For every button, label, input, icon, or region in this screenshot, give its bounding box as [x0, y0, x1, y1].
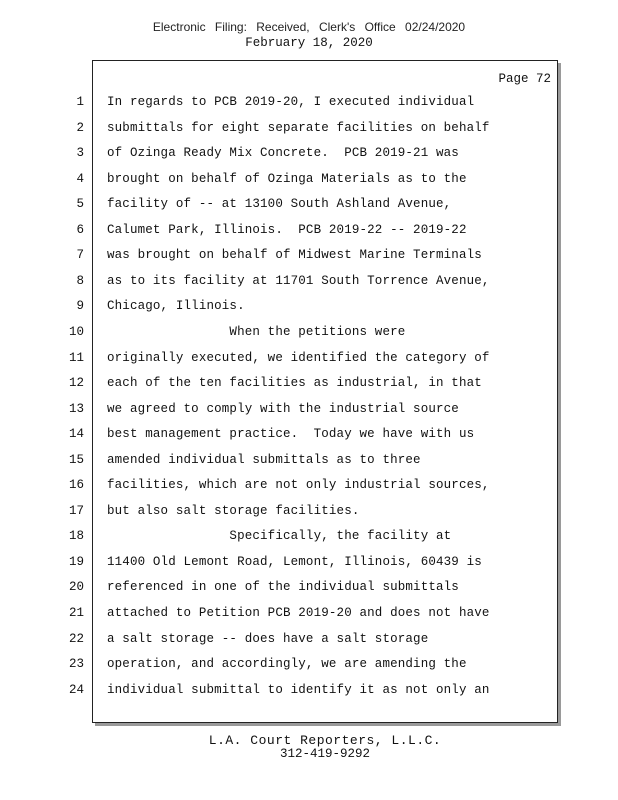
transcript-line: attached to Petition PCB 2019-20 and does not have [107, 606, 490, 620]
transcript-line: of Ozinga Ready Mix Concrete. PCB 2019-21 was [107, 146, 459, 160]
transcript-line: a salt storage -- does have a salt storage [107, 632, 429, 646]
line-number: 20 [68, 580, 84, 594]
transcript-line: as to its facility at 11701 South Torrence Avenue, [107, 274, 490, 288]
line-number: 7 [76, 248, 84, 262]
line-number: 21 [68, 606, 84, 620]
transcript-line: Chicago, Illinois. [107, 299, 245, 313]
transcript-line: amended individual submittals as to three [107, 453, 421, 467]
reporter-phone: 312-419-9292 [279, 747, 370, 761]
transcript-line: 11400 Old Lemont Road, Lemont, Illinois, 60439 is [107, 555, 482, 569]
line-number: 3 [76, 146, 84, 160]
line-number: 11 [68, 351, 84, 365]
transcript-line: but also salt storage facilities. [107, 504, 360, 518]
transcript-line: we agreed to comply with the industrial source [107, 402, 459, 416]
line-number: 14 [68, 427, 84, 441]
line-number: 19 [68, 555, 84, 569]
line-number: 4 [76, 172, 84, 186]
line-number: 16 [68, 478, 84, 492]
line-number: 1 [76, 95, 84, 109]
transcript-line: facilities, which are not only industrial sources, [107, 478, 490, 492]
line-number: 17 [68, 504, 84, 518]
transcript-line: best management practice. Today we have with us [107, 427, 475, 441]
transcript-line: Specifically, the facility at [107, 529, 452, 543]
transcript-line: In regards to PCB 2019-20, I executed individual [107, 95, 475, 109]
filing-stamp: Electronic Filing: Received, Clerk's Office 02/24/2020 [152, 20, 466, 34]
line-number: 8 [76, 274, 84, 288]
line-number: 6 [76, 223, 84, 237]
transcript-date: February 18, 2020 [245, 36, 373, 50]
transcript-line: was brought on behalf of Midwest Marine Terminals [107, 248, 482, 262]
line-number: 2 [76, 121, 84, 135]
transcript-line: facility of -- at 13100 South Ashland Avenue, [107, 197, 452, 211]
transcript-line: originally executed, we identified the category of [107, 351, 490, 365]
line-number: 15 [68, 453, 84, 467]
transcript-line: submittals for eight separate facilities on behalf [107, 121, 490, 135]
transcript-line: Calumet Park, Illinois. PCB 2019-22 -- 2019-22 [107, 223, 467, 237]
line-number: 5 [76, 197, 84, 211]
transcript-line: each of the ten facilities as industrial, in that [107, 376, 482, 390]
transcript-line: When the petitions were [107, 325, 406, 339]
line-number: 13 [68, 402, 84, 416]
line-number: 12 [68, 376, 84, 390]
line-number: 10 [68, 325, 84, 339]
transcript-line: brought on behalf of Ozinga Materials as to the [107, 172, 467, 186]
reporter-company: L.A. Court Reporters, L.L.C. [208, 733, 442, 748]
line-number: 22 [68, 632, 84, 646]
line-number: 18 [68, 529, 84, 543]
line-number: 9 [76, 299, 84, 313]
page-number: Page 72 [498, 72, 551, 86]
line-number: 23 [68, 657, 84, 671]
transcript-line: referenced in one of the individual submittals [107, 580, 459, 594]
transcript-line: operation, and accordingly, we are amending the [107, 657, 467, 671]
transcript-line: individual submittal to identify it as not only an [107, 683, 490, 697]
line-number: 24 [68, 683, 84, 697]
